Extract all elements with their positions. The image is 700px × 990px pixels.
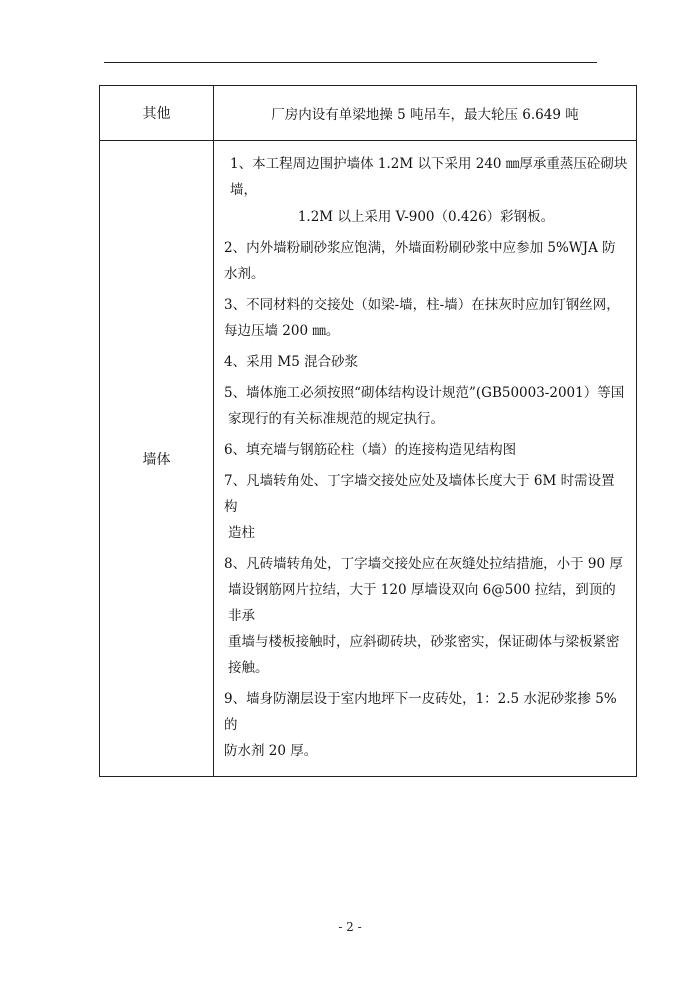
item-text: 造柱 xyxy=(228,525,255,541)
item-text: 防水剂 20 厚。 xyxy=(224,743,318,759)
table-row xyxy=(100,141,637,777)
list-item xyxy=(224,292,628,344)
item-text: 2、内外墙粉刷砂浆应饱满，外墙面粉刷砂浆中应参加 5%WJA 防水剂。 xyxy=(224,240,616,282)
item-text: 8、凡砖墙转角处，丁字墙交接处应在灰缝处拉结措施，小于 90 厚 xyxy=(224,556,623,572)
list-item xyxy=(224,551,628,681)
wall-notes xyxy=(214,141,636,776)
item-text: 7、凡墙转角处、丁字墙交接处应处及墙体长度大于 6M 时需设置构 xyxy=(224,473,615,515)
list-item xyxy=(224,349,628,375)
list-item xyxy=(224,468,628,546)
row-label-wall: 墙体 xyxy=(100,141,214,777)
table-row xyxy=(100,86,637,141)
item-text: 家现行的有关标准规范的规定执行。 xyxy=(228,411,444,427)
list-item xyxy=(224,437,628,463)
spec-table xyxy=(99,85,637,777)
item-text: 接触。 xyxy=(228,660,269,676)
page-number: - 2 - xyxy=(338,920,362,934)
item-text: 4、采用 M5 混合砂浆 xyxy=(224,354,359,370)
item-text: 每边压墙 200 ㎜。 xyxy=(224,323,340,339)
wall-notes-cell xyxy=(214,141,637,777)
item-text: 1、本工程周边围护墙体 1.2M 以下采用 240 ㎜厚承重蒸压砼砌块墙， xyxy=(230,156,628,198)
list-item xyxy=(224,151,628,230)
item-text: 9、墙身防潮层设于室内地坪下一皮砖处，1：2.5 水泥砂浆掺 5%的 xyxy=(224,691,617,733)
list-item xyxy=(224,235,628,287)
list-item xyxy=(224,380,628,432)
item-text: 6、填充墙与钢筋砼柱（墙）的连接构造见结构图 xyxy=(224,442,517,458)
item-text: 1.2M 以上采用 V-900（0.426）彩钢板。 xyxy=(297,209,555,225)
item-text: 5、墙体施工必须按照“砌体结构设计规范”(GB50003-2001）等国 xyxy=(224,385,625,401)
item-text: 重墙与楼板接触时，应斜砌砖块，砂浆密实，保证砌体与梁板紧密 xyxy=(228,634,620,650)
row-label-other: 其他 xyxy=(100,86,214,141)
list-item xyxy=(224,686,628,764)
item-text: 墙设钢筋网片拉结，大于 120 厚墙设双向 6@500 拉结，到顶的非承 xyxy=(228,582,616,624)
header-rule xyxy=(104,62,597,63)
row-value-crane: 厂房内设有单梁地操 5 吨吊车，最大轮压 6.649 吨 xyxy=(214,86,637,141)
item-text: 3、不同材料的交接处（如梁-墙，柱-墙）在抹灰时应加钉钢丝网， xyxy=(224,297,620,313)
